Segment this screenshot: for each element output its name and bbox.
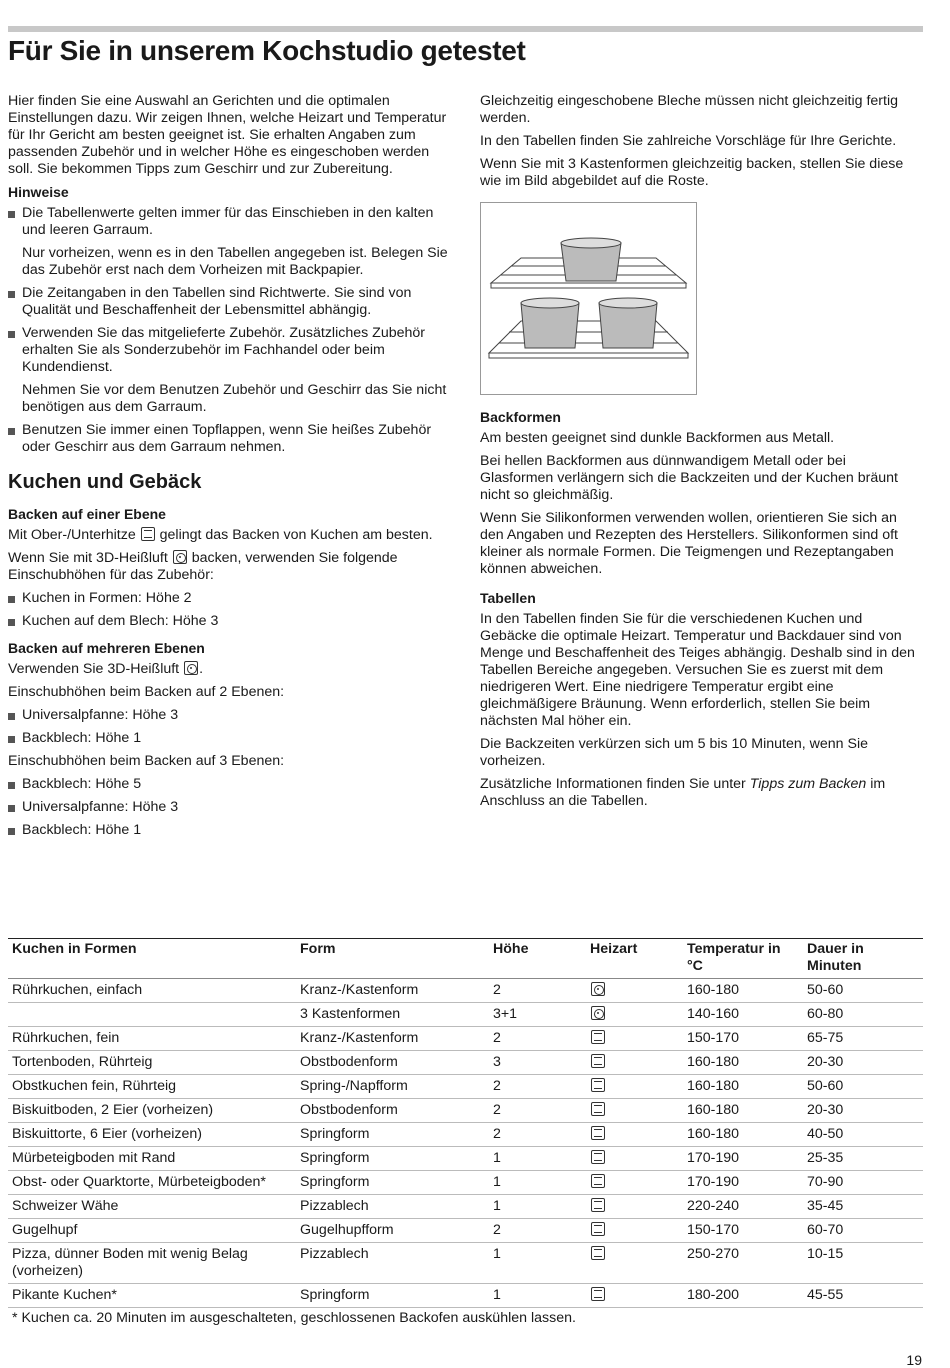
heizart-cell xyxy=(586,979,683,1003)
table-cell: Gugelhupfform xyxy=(296,1219,489,1243)
heizart-cell xyxy=(586,1243,683,1284)
footnote: * Kuchen ca. 20 Minuten im ausgeschalteten, geschlossenen Backofen auskühlen lassen. xyxy=(12,1310,576,1326)
text: Zusätzliche Informationen finden Sie unter xyxy=(480,776,746,792)
table-cell: Kranz-/Kastenform xyxy=(296,979,489,1003)
tabellen-p3 xyxy=(480,776,920,810)
table-cell: Gugelhupf xyxy=(8,1219,296,1243)
ober-unterhitze-icon xyxy=(591,1174,605,1188)
mehr-p3: Einschubhöhen beim Backen auf 3 Ebenen: xyxy=(8,753,285,769)
table-row xyxy=(8,1099,923,1123)
ebene-p2 xyxy=(8,550,448,584)
table-cell: 70-90 xyxy=(803,1171,923,1195)
table-cell: 1 xyxy=(489,1195,586,1219)
backformen-heading: Backformen xyxy=(480,409,561,425)
tabellen-p2: Die Backzeiten verkürzen sich um 5 bis 10 Minuten, wenn Sie vorheizen. xyxy=(480,736,868,769)
table-cell: 180-200 xyxy=(683,1284,803,1308)
top-rule xyxy=(8,26,923,32)
table-cell: Spring-/Napfform xyxy=(296,1075,489,1099)
table-cell: 170-190 xyxy=(683,1171,803,1195)
page-number: 19 xyxy=(906,1352,922,1368)
table-cell: 140-160 xyxy=(683,1003,803,1027)
heissluft-icon xyxy=(173,550,187,564)
table-row xyxy=(8,1243,923,1284)
header-cell: Dauer in Minuten xyxy=(803,939,923,979)
table-cell: Tortenboden, Rührteig xyxy=(8,1051,296,1075)
header-cell: Höhe xyxy=(489,939,586,979)
table-cell: Biskuittorte, 6 Eier (vorheizen) xyxy=(8,1123,296,1147)
kuchen-heading: Kuchen und Gebäck xyxy=(8,471,202,493)
mehr-heading: Backen auf mehreren Ebenen xyxy=(8,640,205,656)
hinweise-heading: Hinweise xyxy=(8,184,69,200)
page-title: Für Sie in unserem Kochstudio getestet xyxy=(8,35,526,66)
table-cell: 1 xyxy=(489,1171,586,1195)
heizart-cell xyxy=(586,1219,683,1243)
list-item: Kuchen in Formen: Höhe 2 xyxy=(8,590,448,607)
table-cell: 160-180 xyxy=(683,979,803,1003)
backformen-p1: Am besten geeignet sind dunkle Backformen aus Metall. xyxy=(480,430,835,446)
table-row xyxy=(8,1195,923,1219)
table-row xyxy=(8,1075,923,1099)
table-cell: 1 xyxy=(489,1243,586,1284)
baking-table xyxy=(8,938,923,1308)
table-cell: Pizzablech xyxy=(296,1195,489,1219)
table-cell: 20-30 xyxy=(803,1099,923,1123)
mehr-p2: Einschubhöhen beim Backen auf 2 Ebenen: xyxy=(8,684,285,700)
table-cell: 160-180 xyxy=(683,1099,803,1123)
table-cell: Springform xyxy=(296,1171,489,1195)
header-cell: Kuchen in Formen xyxy=(8,939,296,979)
table-cell: 20-30 xyxy=(803,1051,923,1075)
table-cell: 160-180 xyxy=(683,1075,803,1099)
table-cell: 150-170 xyxy=(683,1219,803,1243)
heissluft-icon xyxy=(184,661,198,675)
table-cell: 220-240 xyxy=(683,1195,803,1219)
table-cell: 45-55 xyxy=(803,1284,923,1308)
list-item: Backblech: Höhe 5 xyxy=(8,776,448,793)
table-cell: 170-190 xyxy=(683,1147,803,1171)
list-item: Verwenden Sie das mitgelieferte Zubehör. Zusätzliches Zubehör erhalten Sie als Sonderzubehör im Fachhandel oder beim Kundendienst. xyxy=(8,325,448,376)
table-cell: 150-170 xyxy=(683,1027,803,1051)
right-p1: Gleichzeitig eingeschobene Bleche müssen nicht gleichzeitig fertig werden. xyxy=(480,93,898,126)
heizart-cell xyxy=(586,1075,683,1099)
table-cell: Springform xyxy=(296,1284,489,1308)
baking-table-section xyxy=(8,938,923,1327)
baking-tins-illustration xyxy=(480,202,697,395)
table-cell: Springform xyxy=(296,1123,489,1147)
ober-unterhitze-icon xyxy=(591,1126,605,1140)
table-row xyxy=(8,1171,923,1195)
ober-unterhitze-icon xyxy=(591,1102,605,1116)
table-cell: 3 Kastenformen xyxy=(296,1003,489,1027)
ober-unterhitze-icon xyxy=(591,1222,605,1236)
tabellen-p1: In den Tabellen finden Sie für die verschiedenen Kuchen und Gebäcke die optimale Heizart. Temperatur und Backdauer sind von Menge und Beschaffenheit des Teiges abhängig. Deshalb sind in den Tabellen Bereiche angegeben. Versuchen Sie es zuerst mit dem niedrigeren Wert. Eine niedrigere Temperatur ergibt eine gleichmäßigere Bräunung. Wenn erforderlich, stellen Sie beim nächsten Mal höher ein. xyxy=(480,611,915,729)
table-cell: 1 xyxy=(489,1147,586,1171)
table-cell: Obst- oder Quarktorte, Mürbeteigboden* xyxy=(8,1171,296,1195)
table-cell: 65-75 xyxy=(803,1027,923,1051)
table-cell xyxy=(8,1003,296,1027)
table-cell: 3+1 xyxy=(489,1003,586,1027)
heissluft-icon xyxy=(591,1006,605,1020)
table-cell: 160-180 xyxy=(683,1051,803,1075)
mehr-list-1 xyxy=(8,707,448,747)
ober-unterhitze-icon xyxy=(141,527,155,541)
table-cell: Biskuitboden, 2 Eier (vorheizen) xyxy=(8,1099,296,1123)
ober-unterhitze-icon xyxy=(591,1150,605,1164)
backformen-p3: Wenn Sie Silikonformen verwenden wollen, orientieren Sie sich an den Angaben und Rezepten des Herstellers. Silikonformen sind oft kleiner als normale Formen. Die Teigmengen und Rezeptangaben können abweichen. xyxy=(480,510,898,577)
link-text: Tipps zum Backen xyxy=(749,776,867,792)
table-header-row xyxy=(8,939,923,979)
table-cell: 50-60 xyxy=(803,979,923,1003)
list-item: Kuchen auf dem Blech: Höhe 3 xyxy=(8,613,448,630)
heizart-cell xyxy=(586,1027,683,1051)
table-row xyxy=(8,1027,923,1051)
heizart-cell xyxy=(586,1195,683,1219)
table-cell: Pizzablech xyxy=(296,1243,489,1284)
text: Verwenden Sie 3D-Heißluft xyxy=(8,661,180,677)
header-cell: Temperatur in °C xyxy=(683,939,803,979)
table-cell: 60-80 xyxy=(803,1003,923,1027)
list-item: Die Tabellenwerte gelten immer für das Einschieben in den kalten und leeren Garraum. xyxy=(8,205,448,239)
header-cell: Form xyxy=(296,939,489,979)
heizart-cell xyxy=(586,1099,683,1123)
table-cell: Obstkuchen fein, Rührteig xyxy=(8,1075,296,1099)
ober-unterhitze-icon xyxy=(591,1054,605,1068)
list-item: Backblech: Höhe 1 xyxy=(8,730,448,747)
mehr-list-2 xyxy=(8,776,448,839)
hinweise-list xyxy=(8,205,448,239)
mehr-p1: Verwenden Sie 3D-Heißluft . xyxy=(8,661,204,677)
table-cell: Rührkuchen, fein xyxy=(8,1027,296,1051)
hinweise-list-2 xyxy=(8,285,448,376)
list-item: Die Zeitangaben in den Tabellen sind Richtwerte. Sie sind von Qualität und Beschaffenheit der Lebensmittel abhängig. xyxy=(8,285,448,319)
heizart-cell xyxy=(586,1003,683,1027)
table-row xyxy=(8,1003,923,1027)
table-cell: Pizza, dünner Boden mit wenig Belag (vorheizen) xyxy=(8,1243,296,1284)
ebene-list xyxy=(8,590,448,630)
list-item: Backblech: Höhe 1 xyxy=(8,822,448,839)
heizart-cell xyxy=(586,1051,683,1075)
left-column xyxy=(8,93,448,845)
text: Wenn Sie mit 3D-Heißluft xyxy=(8,550,168,566)
heizart-cell xyxy=(586,1284,683,1308)
text: Mit Ober-/Unterhitze xyxy=(8,527,136,543)
header-cell: Heizart xyxy=(586,939,683,979)
right-column xyxy=(480,93,920,816)
table-row xyxy=(8,979,923,1003)
table-cell: Obstbodenform xyxy=(296,1051,489,1075)
heissluft-icon xyxy=(591,982,605,996)
hinweise-list-3 xyxy=(8,422,448,456)
text: im Anschluss an die Tabellen. xyxy=(480,776,886,809)
table-cell: 2 xyxy=(489,1075,586,1099)
list-item: Benutzen Sie immer einen Topflappen, wenn Sie heißes Zubehör oder Geschirr aus dem Garraum nehmen. xyxy=(8,422,448,456)
heizart-cell xyxy=(586,1147,683,1171)
table-row xyxy=(8,1219,923,1243)
right-p2: In den Tabellen finden Sie zahlreiche Vorschläge für Ihre Gerichte. xyxy=(480,133,897,149)
text: gelingt das Backen von Kuchen am besten. xyxy=(159,527,433,543)
tabellen-heading: Tabellen xyxy=(480,590,536,606)
table-cell: 2 xyxy=(489,1027,586,1051)
list-item: Universalpfanne: Höhe 3 xyxy=(8,799,448,816)
table-cell: 2 xyxy=(489,1123,586,1147)
table-cell: 35-45 xyxy=(803,1195,923,1219)
table-cell: 40-50 xyxy=(803,1123,923,1147)
table-row xyxy=(8,1123,923,1147)
table-cell: Schweizer Wähe xyxy=(8,1195,296,1219)
table-cell: 60-70 xyxy=(803,1219,923,1243)
table-cell: Obstbodenform xyxy=(296,1099,489,1123)
right-p3: Wenn Sie mit 3 Kastenformen gleichzeitig backen, stellen Sie diese wie im Bild abgebildet auf die Roste. xyxy=(480,156,904,189)
table-cell: Springform xyxy=(296,1147,489,1171)
table-row xyxy=(8,1147,923,1171)
heizart-cell xyxy=(586,1123,683,1147)
table-cell: Rührkuchen, einfach xyxy=(8,979,296,1003)
ebene-heading: Backen auf einer Ebene xyxy=(8,506,166,522)
table-cell: 10-15 xyxy=(803,1243,923,1284)
ober-unterhitze-icon xyxy=(591,1198,605,1212)
ober-unterhitze-icon xyxy=(591,1030,605,1044)
table-cell: Pikante Kuchen* xyxy=(8,1284,296,1308)
table-cell: 250-270 xyxy=(683,1243,803,1284)
table-cell: 25-35 xyxy=(803,1147,923,1171)
heizart-cell xyxy=(586,1171,683,1195)
ober-unterhitze-icon xyxy=(591,1287,605,1301)
ober-unterhitze-icon xyxy=(591,1246,605,1260)
table-cell: 160-180 xyxy=(683,1123,803,1147)
table-cell: Kranz-/Kastenform xyxy=(296,1027,489,1051)
list-item: Universalpfanne: Höhe 3 xyxy=(8,707,448,724)
table-row xyxy=(8,1051,923,1075)
ebene-p1 xyxy=(8,527,448,544)
table-cell: 2 xyxy=(489,1219,586,1243)
intro-text: Hier finden Sie eine Auswahl an Gerichten und die optimalen Einstellungen dazu. Wir zeigen Ihnen, welche Heizart und Temperatur für Ihr Gericht am besten geeignet ist. Sie erhalten Angaben zum passenden Zubehör und in welcher Höhe es eingeschoben werden soll. Sie bekommen Tipps zum Geschirr und zur Zubereitung. xyxy=(8,93,447,177)
hinweis-note: Nehmen Sie vor dem Benutzen Zubehör und Geschirr das Sie nicht benötigen aus dem Garraum. xyxy=(22,382,447,415)
text: backen, verwenden Sie folgende Einschubhöhen für das Zubehör: xyxy=(8,550,398,583)
table-cell: Mürbeteigboden mit Rand xyxy=(8,1147,296,1171)
backformen-p2: Bei hellen Backformen aus dünnwandigem Metall oder bei Glasformen verlängern sich die Backzeiten und der Kuchen bräunt nicht so gleichmäßig. xyxy=(480,453,898,503)
table-cell: 2 xyxy=(489,979,586,1003)
table-cell: 3 xyxy=(489,1051,586,1075)
ober-unterhitze-icon xyxy=(591,1078,605,1092)
table-cell: 50-60 xyxy=(803,1075,923,1099)
table-cell: 2 xyxy=(489,1099,586,1123)
hinweis-note: Nur vorheizen, wenn es in den Tabellen angegeben ist. Belegen Sie das Zubehör erst nach dem Vorheizen mit Backpapier. xyxy=(22,245,448,278)
table-row xyxy=(8,1284,923,1308)
table-cell: 1 xyxy=(489,1284,586,1308)
